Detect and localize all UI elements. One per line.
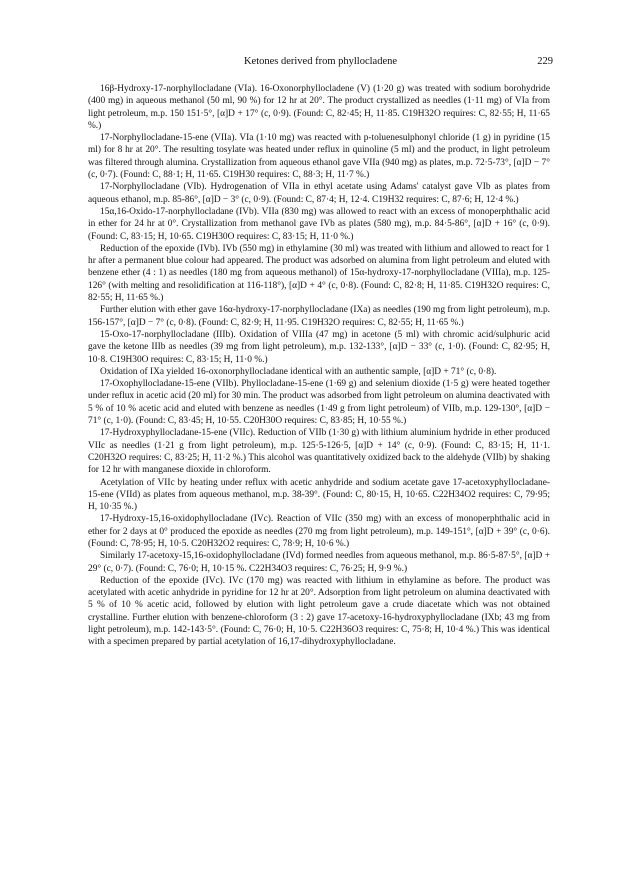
page-number: 229 xyxy=(537,56,553,67)
paragraph-norphyllocladene: 17-Norphyllocladane-15-ene (VIIa). VIa (1·10 mg) was reacted with p-toluenesulphonyl chloride (1 g) in pyridine (15 ml) for 8 hr at 20°. The resulting tosylate was heated under reflux in quinoline (5 ml) and the product, in light petroleum was filtered through alumina. Crystallization from aqueous ethanol gave VIIa (940 mg) as plates, m.p. 72·5-73°, [α]D − 7° (c, 0·7). (Found: C, 88·1; H, 11·65. C19H30 requires: C, 88·3; H, 11·7 %.) xyxy=(88,133,550,181)
running-header xyxy=(88,56,553,70)
paragraph-hydroxyphyllocladene: 17-Hydroxyphyllocladane-15-ene (VIIc). Reduction of VIIb (1·30 g) with lithium aluminium hydride in ether produced VIIc as needles (1·21 g from light petroleum), m.p. 125·5-126·5, [α]D + 14° (c, 0·9). (Found: C, 83·15; H, 11·1. C20H32O requires: C, 83·25; H, 11·2 %.) This alcohol was quantitatively oxidized back to the aldehyde (VIIb) by shaking for 12 hr with manganese dioxide in chloroform. xyxy=(88,428,550,476)
paragraph-oxophyllocladene: 17-Oxophyllocladane-15-ene (VIIb). Phyllocladane-15-ene (1·69 g) and selenium dioxide (1·5 g) were heated together under reflux in acetic acid (20 ml) for 30 min. The product was adsorbed from light petroleum on alumina deactivated with 5 % of 10 % acetic acid and eluted with benzene as needles (1·49 g from light petroleum) of VIIb, m.p. 129-130°, [α]D − 71° (c, 1·0). (Found: C, 83·45; H, 10·55. C20H30O requires: C, 83·85; H, 10·55 %.) xyxy=(88,379,550,427)
paragraph-hydroxy-oxidophyllocladane: 17-Hydroxy-15,16-oxidophyllocladane (IVc). Reaction of VIIc (350 mg) with an excess of monoperphthalic acid in ether for 2 days at 0° produced the epoxide as needles (270 mg from light petroleum), m.p. 149-151°, [α]D + 39° (c, 0·6). (Found: C, 78·95; H, 10·5. C20H32O2 requires: C, 78·9; H, 10·6 %.) xyxy=(88,514,550,549)
paragraph-16-beta-hydroxy-norphyllocladane: 16β-Hydroxy-17-norphyllocladane (VIa). 16-Oxonorphyllocladene (V) (1·20 g) was treated with sodium borohydride (400 mg) in aqueous methanol (50 ml, 90 %) for 12 hr at 20°. The product crystallized as needles (1·11 mg) of VIa from light petroleum, m.p. 150 151·5°, [α]D + 17° (c, 0·9). (Found: C, 82·45; H, 11·85. C19H32O requires: C, 82·55; H, 11·65 %.) xyxy=(88,84,550,131)
paragraph-reduction-epoxide-ivc: Reduction of the epoxide (IVc). IVc (170 mg) was reacted with lithium in ethylamine as before. The product was acetylated with acetic anhydride in pyridine for 12 hr at 20°. Adsorption from light petroleum on alumina deactivated with 5 % of 10 % acetic acid, followed by elution with light petroleum gave a crude diacetate which was not obtained crystalline. Further elution with benzene-chloroform (3 : 2) gave 17-acetoxy-16-hydroxyphyllocladane (IXb; 43 mg from light petroleum), m.p. 142-143·5°. (Found: C, 76·0; H, 10·5. C22H36O3 requires: C, 75·8; H, 10·4 %.) This was identical with a specimen prepared by partial acetylation of 16,17-dihydroxyphyllocladane. xyxy=(88,575,550,648)
experimental-text xyxy=(88,83,550,649)
paragraph-reduction-epoxide-ivb: Reduction of the epoxide (IVb). IVb (550 mg) in ethylamine (30 ml) was treated with lithium and allowed to react for 1 hr after a permanent blue colour had appeared. The product was adsorbed on alumina from light petroleum and eluted with benzene ether (4 : 1) as needles (180 mg from aqueous methanol) of 15α-hydroxy-17-norphyllocladane (VIIIa), m.p. 125-126° (with melting and resolidification at 116-118°), [α]D + 4° (c, 0·8). (Found: C, 82·8; H, 11·85. C19H32O requires: C, 82·55; H, 11·65 %.) xyxy=(88,243,550,304)
paragraph-oxo-norphyllocladane: 15-Oxo-17-norphyllocladane (IIIb). Oxidation of VIIIa (47 mg) in acetone (5 ml) with chromic acid/sulphuric acid gave the ketone IIIb as needles (39 mg from light petroleum), m.p. 132-133°, [α]D − 33° (c, 1·0). (Found: C, 82·95; H, 10·8. C19H30O requires: C, 83·15; H, 11·0 %.) xyxy=(88,329,550,365)
paragraph-acetylation-viic: Acetylation of VIIc by heating under reflux with acetic anhydride and sodium acetate gave 17-acetoxyphyllocladane-15-ene (VIId) as plates from aqueous methanol, m.p. 38-39°. (Found: C, 80·15, H, 10·65. C22H34O2 requires: C, 79·95; H, 10·35 %.) xyxy=(88,477,550,513)
paragraph-acetoxy-oxidophyllocladane: Similarly 17-acetoxy-15,16-oxidophyllocladane (IVd) formed needles from aqueous methanol, m.p. 86·5-87·5°, [α]D + 29° (c, 0·7). (Found: C, 76·0; H, 10·15 %. C22H34O3 requires: C, 76·25; H, 9·9 %.) xyxy=(88,551,550,574)
paragraph-norphyllocladane: 17-Norphyllocladane (VIb). Hydrogenation of VIIa in ethyl acetate using Adams' catalyst gave VIb as plates from aqueous ethanol, m.p. 85-86°, [α]D − 3° (c, 0·9). (Found: C, 87·4; H, 12·4. C19H32 requires: C, 87·6; H, 12·4 %.) xyxy=(88,182,550,205)
paragraph-oxido-norphyllocladane: 15α,16-Oxido-17-norphyllocladane (IVb). VIIa (830 mg) was allowed to react with an excess of monoperphthalic acid in ether for 24 hr at 0°. Crystallization from methanol gave IVb as plates (580 mg), m.p. 84·5-86°, [α]D + 16° (c, 0·9). (Found: C, 83·15; H, 10·65. C19H30O requires: C, 83·15; H, 11·0 %.) xyxy=(88,206,550,242)
paragraph-further-elution: Further elution with ether gave 16α-hydroxy-17-norphyllocladane (IXa) as needles (190 mg from light petroleum), m.p. 156-157°, [α]D − 7° (c, 0·8). (Found: C, 82·9; H, 11·95. C19H32O requires: C, 82·55; H, 11·65 %.) xyxy=(88,305,550,328)
paragraph-oxidation-ixa: Oxidation of IXa yielded 16-oxonorphyllocladane identical with an authentic sample, [α]D + 71° (c, 0·8). xyxy=(100,366,497,377)
running-title: Ketones derived from phyllocladene xyxy=(243,56,398,67)
